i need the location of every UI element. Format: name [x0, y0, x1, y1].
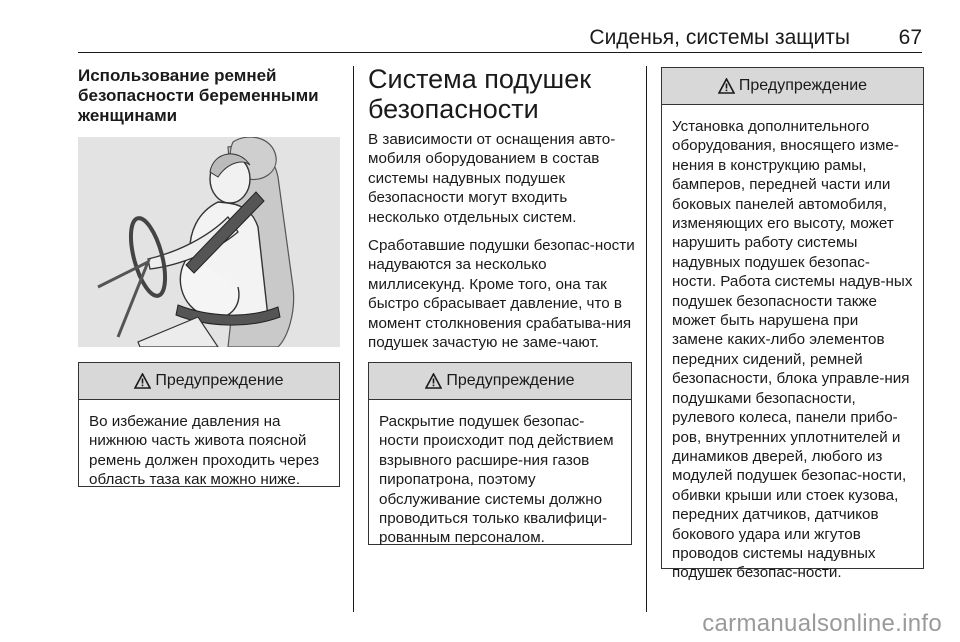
warning-triangle-icon: [718, 78, 735, 94]
page-number: 67: [898, 26, 922, 49]
pregnant-woman-seatbelt-illustration: [78, 137, 340, 347]
column-divider-right: [646, 66, 647, 612]
warning-box-modifications: [661, 67, 924, 582]
warning-title: Предупреждение: [155, 372, 284, 389]
watermark: carmanualsonline.info: [702, 610, 942, 637]
paragraph-airbag-deploy: Сработавшие подушки безопас-ности надуваются за несколько миллисекунд. Кроме того, она так быстро сбрасывает давление, что в момент столкновения срабатыва-ния подушек зачастую не заме-чают.: [368, 237, 635, 352]
warning-triangle-icon: [134, 373, 151, 389]
warning-title: Предупреждение: [446, 372, 575, 389]
warning-title: Предупреждение: [738, 77, 868, 94]
warning-text: Во избежание давления на нижнюю часть живота поясной ремень должен проходить через область таза как можно ниже.: [89, 413, 320, 489]
header-divider: [78, 52, 922, 53]
warning-header: [79, 363, 339, 400]
section-heading-pregnant-seatbelt: Использование ремней безопасности беременными женщинами: [78, 66, 319, 125]
section-heading-airbag-system: Система подушек безопасности: [368, 64, 592, 124]
warning-triangle-icon: [425, 373, 442, 389]
warning-header: [662, 68, 923, 105]
running-header-title: Сиденья, системы защиты: [589, 26, 850, 49]
illustration-drawing: [78, 137, 340, 347]
column-divider-left: [353, 66, 354, 612]
warning-text: Установка дополнительного оборудования, вносящего изме-нения в конструкцию рамы, бамперов, передней части или боковых панелей автомобиля, изменяющих его высоту, может нарушить работу системы надувных подушек безопас-ности. Работа системы надув-ных подушек безопасности также может быть нарушена при замене каких-либо элементов передних сидений, ремней безопасности, блока управле-ния подушками безопасности, рулевого колеса, панели прибо-ров, внутренних уплотнителей и динамиков дверей, любого из модулей подушек безопас-ности, обивки крыши или стоек кузова, передних датчиков, датчиков бокового удара или жгутов проводов системы надувных подушек безопас-ности.: [672, 118, 913, 582]
warning-text: Раскрытие подушек безопас-ности происходит под действием взрывного расшире-ния газов пиропатрона, поэтому обслуживание системы должно проводиться только квалифици-рованным персоналом.: [379, 413, 614, 547]
warning-box-pregnant: [78, 362, 340, 487]
warning-header: [369, 363, 631, 400]
paragraph-airbag-intro: В зависимости от оснащения авто-мобиля оборудованием в состав системы надувных подушек безопасности могут входить несколько отдельных систем.: [368, 131, 616, 226]
warning-box-pyrotechnic: [368, 362, 632, 545]
